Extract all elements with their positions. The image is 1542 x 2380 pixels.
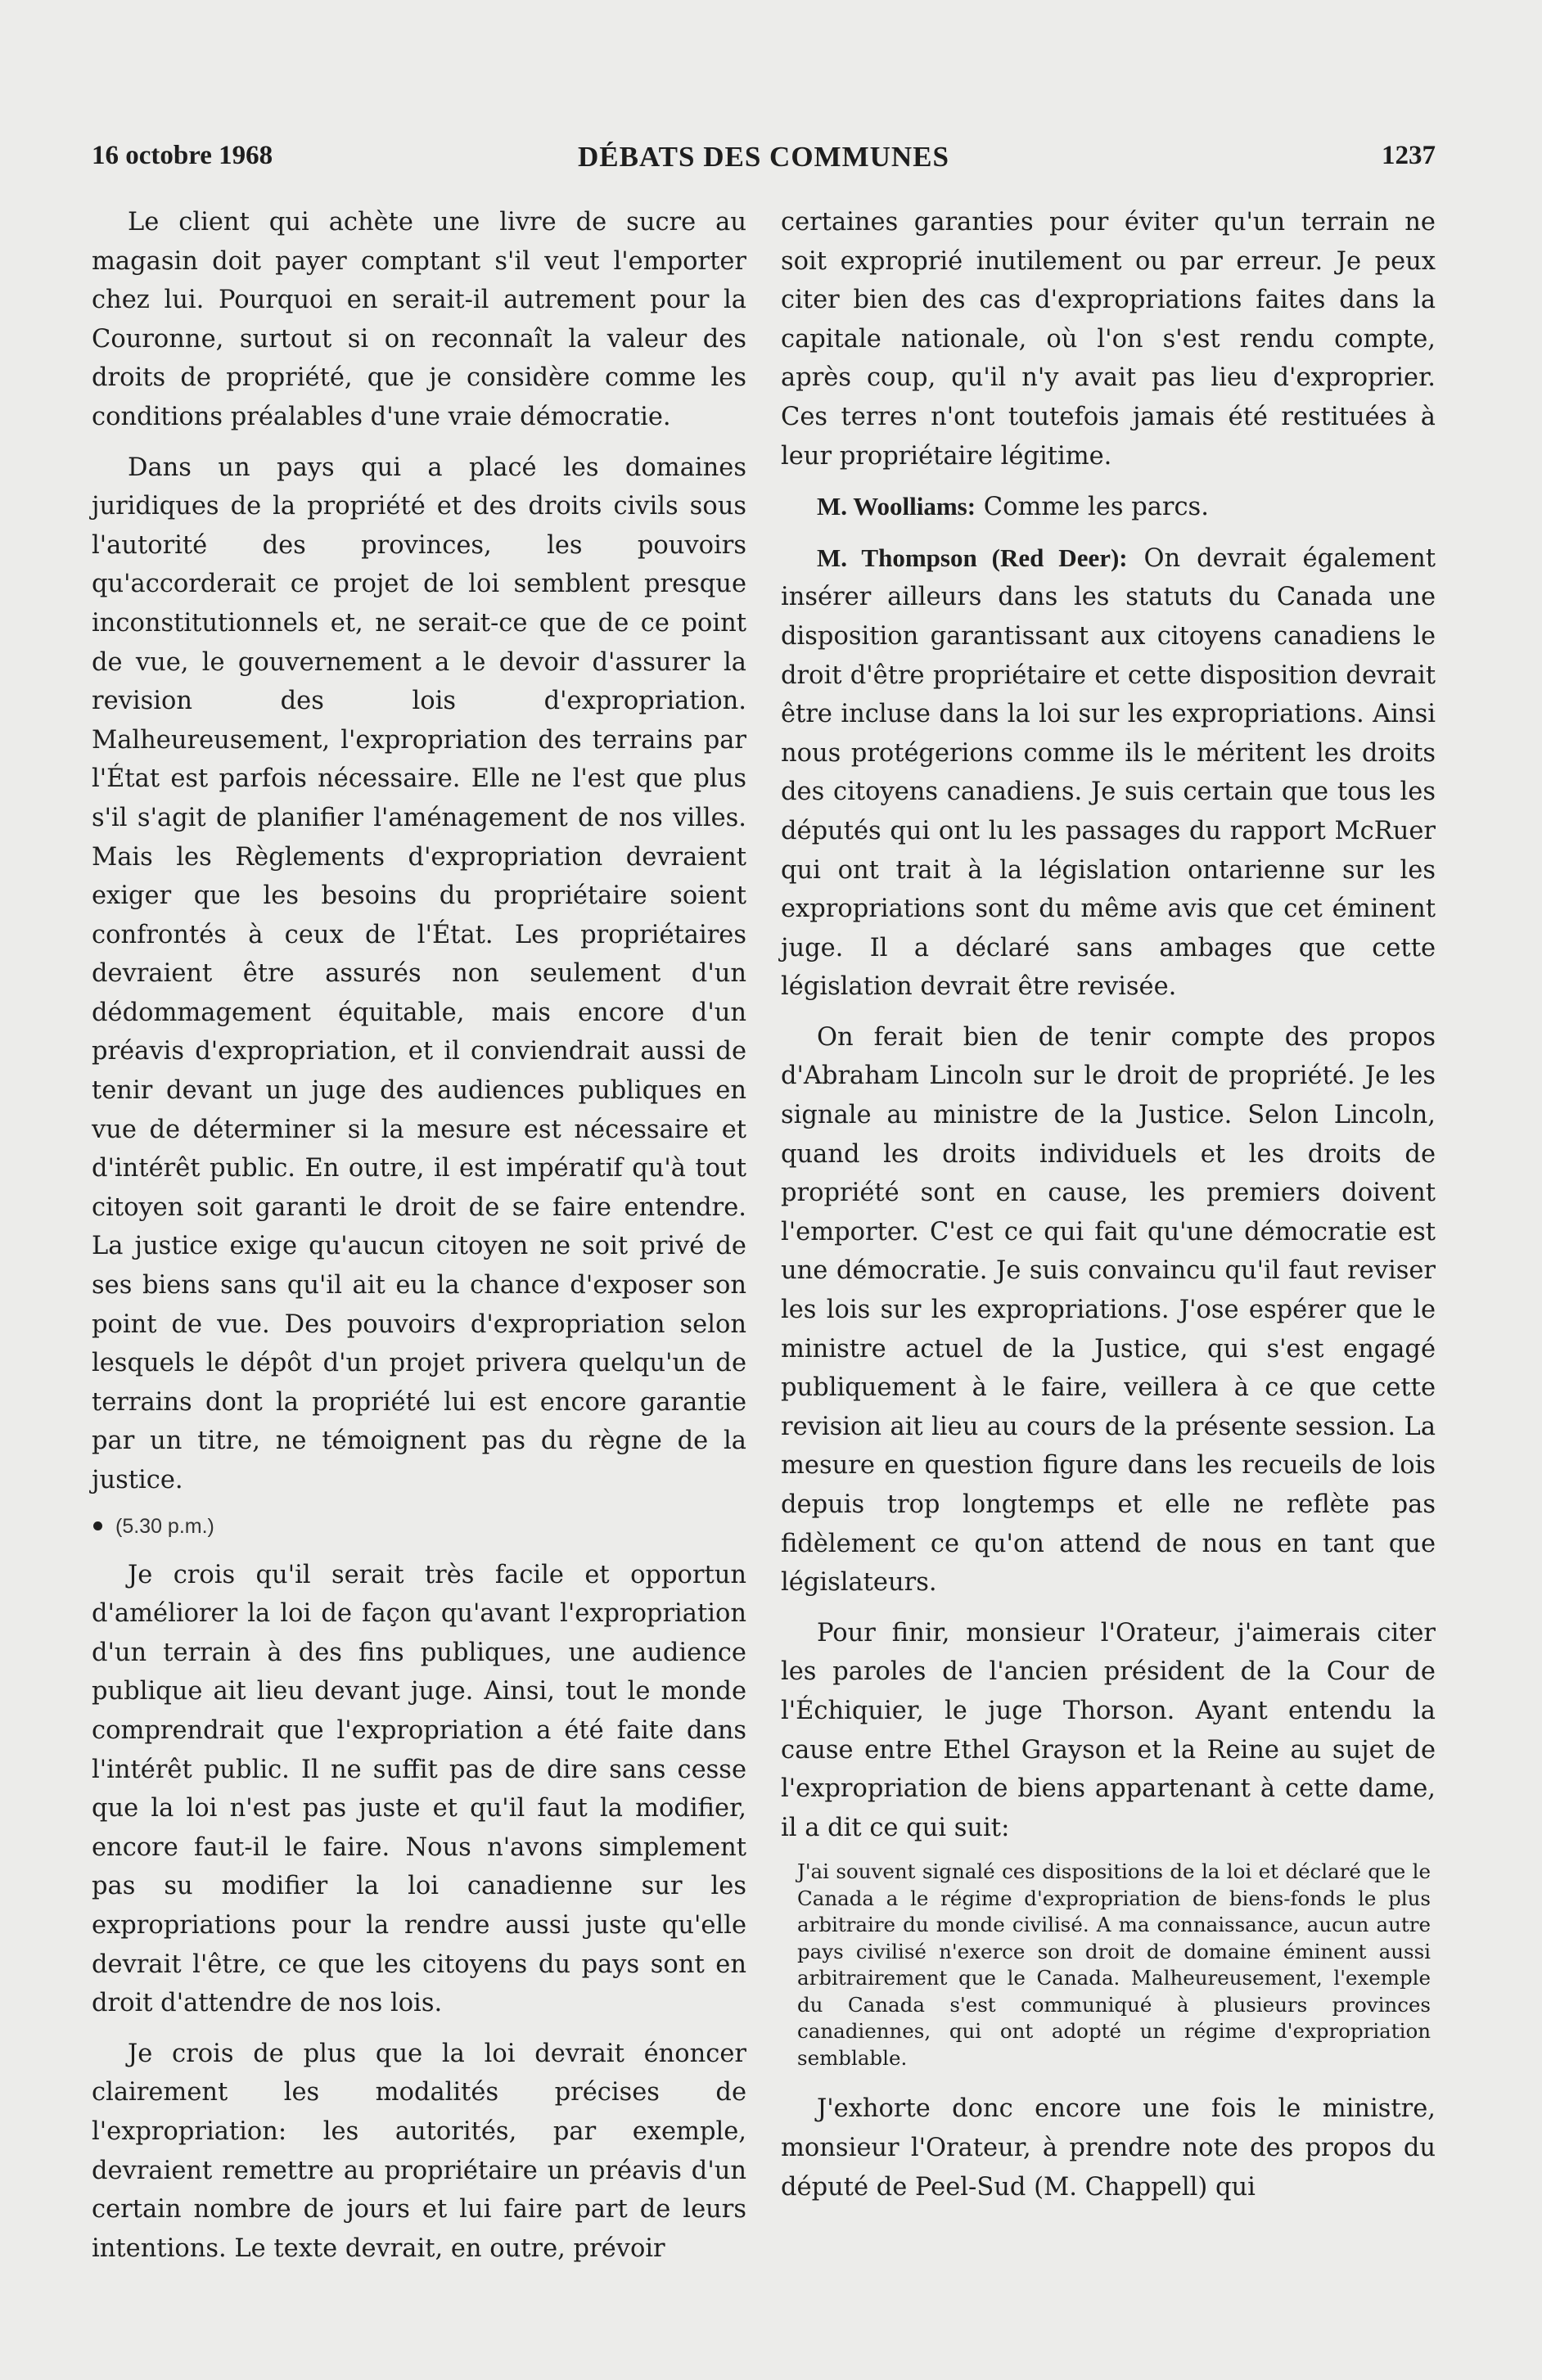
paragraph: certaines garanties pour éviter qu'un terrain ne soit exproprié inutilement ou par erreur. Je peux citer bien des cas d'expropriations faites dans la capitale nationale, où l'on s'est rendu compte, après coup, qu'il n'y avait pas lieu d'exproprier. Ces terres n'ont toutefois jamais été restituées à leur propriétaire légitime.	[781, 208, 1436, 471]
paragraph: Je crois qu'il serait très facile et opportun d'améliorer la loi de façon qu'avant l'expropriation d'un terrain à des fins publiques, une audience publique ait lieu devant juge. Ainsi, tout le monde comprendrait que l'expropriation a été faite dans l'intérêt public. Il ne suffit pas de dire sans cesse que la loi n'est pas juste et qu'il faut la modifier, encore faut-il le faire. Nous n'avons simplement pas su modifier la loi canadienne sur les expropriations pour la rendre aussi juste qu'elle devrait l'être, ce que les citoyens du pays sont en droit d'attendre de nos lois.	[92, 1560, 746, 2018]
paragraph: Je crois de plus que la loi devrait énoncer clairement les modalités précises de l'expropriation: les autorités, par exemple, devraient remettre au propriétaire un préavis d'un certain nombre de jours et lui faire part de leurs intentions. Le texte devrait, en outre, prévoir	[92, 2039, 746, 2263]
left-column	[92, 203, 746, 2279]
page-header	[92, 141, 1436, 178]
speech-text: Comme les parcs.	[983, 493, 1209, 522]
paragraph: Pour finir, monsieur l'Orateur, j'aimerais citer les paroles de l'ancien président de la Cour de l'Échiquier, le juge Thorson. Ayant entendu la cause entre Ethel Grayson et la Reine au sujet de l'expropriation de biens appartenant à cette dame, il a dit ce qui suit:	[781, 1618, 1436, 1842]
paragraph: Dans un pays qui a placé les domaines juridiques de la propriété et des droits civils sous l'autorité des provinces, les pouvoirs qu'accorderait ce projet de loi semblent presque inconstitutionnels et, ne serait-ce que de ce point de vue, le gouvernement a le devoir d'assurer la revision des lois d'expropriation. Malheureusement, l'expropriation des terrains par l'État est parfois nécessaire. Elle ne l'est que plus s'il s'agit de planifier l'aménagement de nos villes. Mais les Règlements d'expropriation devraient exiger que les besoins du propriétaire soient confrontés à ceux de l'État. Les propriétaires devraient être assurés non seulement d'un dédommagement équitable, mais encore d'un préavis d'expropriation, et il conviendrait aussi de tenir devant un juge des audiences publiques en vue de déterminer si la mesure est nécessaire et d'intérêt public. En outre, il est impératif qu'à tout citoyen soit garanti le droit de se faire entendre. La justice exige qu'aucun citoyen ne soit privé de ses biens sans qu'il ait eu la chance d'exposer son point de vue. Des pouvoirs d'expropriation selon lesquels le dépôt d'un projet privera quelqu'un de terrains dont la propriété lui est encore garantie par un titre, ne témoignent pas du règne de la justice.	[92, 453, 746, 1494]
speech	[781, 487, 1436, 527]
bullet-icon	[93, 1521, 102, 1530]
speaker-name: M. Thompson (Red Deer):	[817, 543, 1128, 572]
paragraph: J'exhorte donc encore une fois le ministre, monsieur l'Orateur, à prendre note des propos du député de Peel-Sud (M. Chappell) qui	[781, 2094, 1436, 2202]
speech	[781, 539, 1436, 1007]
right-column	[781, 203, 1436, 2218]
quote-text: J'ai souvent signalé ces dispositions de la loi et déclaré que le Canada a le régime d'expropriation de biens-fonds le plus arbitraire du monde civilisé. A ma connaissance, aucun autre pays civilisé n'exerce son droit de domaine éminent aussi arbitrairement que le Canada. Malheureusement, l'exemple du Canada s'est communiqué à plusieurs provinces canadiennes, qui ont adopté un régime d'expropriation semblable.	[797, 1859, 1431, 2070]
header-page-number: 1237	[1382, 141, 1436, 170]
paragraph: On ferait bien de tenir compte des propos d'Abraham Lincoln sur le droit de propriété. Je les signale au ministre de la Justice. Selon Lincoln, quand les droits individuels et les droits de propriété sont en cause, les premiers doivent l'emporter. C'est ce qui fait qu'une démocratie est une démocratie. Je suis convaincu qu'il faut reviser les lois sur les expropriations. J'ose espérer que le ministre actuel de la Justice, qui s'est engagé publiquement à le faire, veillera à ce que cette revision ait lieu au cours de la présente session. La mesure en question figure dans les recueils de lois depuis trop longtemps et elle ne reflète pas fidèlement ce qu'on attend de nous en tant que législateurs.	[781, 1022, 1436, 1598]
timestamp	[92, 1512, 746, 1541]
speaker-name: M. Woolliams:	[817, 492, 976, 521]
header-date: 16 octobre 1968	[92, 141, 273, 170]
timestamp-text: (5.30 p.m.)	[115, 1514, 214, 1538]
speech-text: On devrait également insérer ailleurs dans les statuts du Canada une disposition garantissant aux citoyens canadiens le droit d'être propriétaire et cette disposition devrait être incluse dans la loi sur les expropriations. Ainsi nous protégerions comme ils le méritent les droits des citoyens canadiens. Je suis certain que tous les députés qui ont lu les passages du rapport McRuer qui ont trait à la législation ontarienne sur les expropriations sont du même avis que cet éminent juge. Il a déclaré sans ambages que cette législation devrait être revisée.	[781, 543, 1436, 1002]
header-title: DÉBATS DES COMMUNES	[578, 141, 949, 173]
paragraph: Le client qui achète une livre de sucre au magasin doit payer comptant s'il veut l'emporter chez lui. Pourquoi en serait-il autrement pour la Couronne, surtout si on reconnaît la valeur des droits de propriété, que je considère comme les conditions préalables d'une vraie démocratie.	[92, 208, 746, 431]
block-quote	[781, 1859, 1436, 2071]
